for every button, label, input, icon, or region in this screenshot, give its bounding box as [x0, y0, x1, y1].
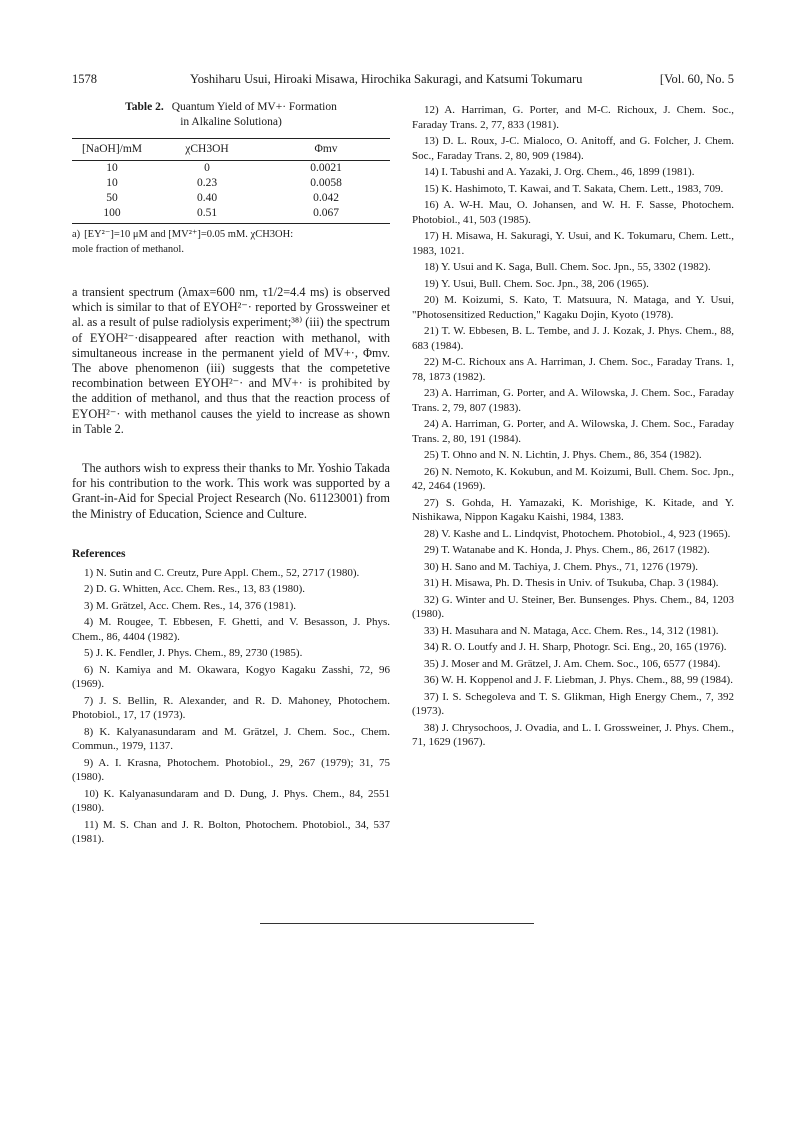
table-cell: 0.0058 [310, 177, 342, 189]
end-rule [260, 923, 534, 924]
reference-item: 21) T. W. Ebbesen, B. L. Tembe, and J. J. Kozak, J. Phys. Chem., 88, 683 (1984). [412, 325, 734, 352]
reference-item: 2) D. G. Whitten, Acc. Chem. Res., 13, 83 (1980). [84, 583, 305, 596]
footnote-line2: mole fraction of methanol. [72, 244, 184, 255]
reference-item: 20) M. Koizumi, S. Kato, T. Matsuura, N. Mataga, and Y. Usui, "Photosensitized Reduction," Kagaku Dojin, Kyoto (1978). [412, 294, 734, 321]
table-cell: 0.067 [262, 206, 390, 224]
footnote-line1: [EY²⁻]=10 μM and [MV²⁺]=0.05 mM. χCH3OH: [84, 229, 294, 240]
reference-item: 35) J. Moser and M. Grätzel, J. Am. Chem. Soc., 106, 6577 (1984). [424, 657, 721, 670]
reference-item: 12) A. Harriman, G. Porter, and M-C. Richoux, J. Chem. Soc., Faraday Trans. 2, 77, 833 (1981). [412, 104, 734, 131]
col-header-methanol-fraction: χCH3OH [152, 139, 262, 161]
references-list-right [412, 103, 734, 750]
reference-item: 26) N. Nemoto, K. Kokubun, and M. Koizumi, Bull. Chem. Soc. Jpn., 42, 2464 (1969). [412, 465, 734, 492]
col-header-naoh: [NaOH]/mM [72, 139, 152, 161]
table-caption [72, 100, 390, 130]
table-cell: 10 [106, 177, 118, 189]
reference-item: 24) A. Harriman, G. Porter, and A. Wilowska, J. Chem. Soc., Faraday Trans. 2, 80, 191 (1984). [412, 418, 734, 445]
reference-item: 38) J. Chrysochoos, J. Ovadia, and L. I. Grossweiner, J. Phys. Chem., 71, 1629 (1967). [412, 721, 734, 748]
reference-item: 10) K. Kalyanasundaram and D. Dung, J. Phys. Chem., 84, 2551 (1980). [72, 787, 390, 815]
left-column [72, 100, 390, 849]
reference-item: 19) Y. Usui, Bull. Chem. Soc. Jpn., 38, 206 (1965). [424, 277, 649, 290]
header-volume: [Vol. 60, No. 5 [659, 72, 734, 86]
reference-item: 7) J. S. Bellin, R. Alexander, and R. D. Mahoney, Photochem. Photobiol., 17, 17 (1973). [72, 694, 390, 722]
running-header [72, 72, 734, 90]
table-label: Table 2. [125, 101, 164, 113]
col-header-quantum-yield: Φmv [262, 139, 390, 161]
table-row [72, 176, 390, 191]
reference-item: 3) M. Grätzel, Acc. Chem. Res., 14, 376 (1981). [84, 599, 297, 612]
header-authors: Yoshiharu Usui, Hiroaki Misawa, Hirochika Sakuragi, and Katsumi Tokumaru [190, 72, 583, 86]
table-cell: 0.23 [196, 177, 218, 189]
reference-item: 6) N. Kamiya and M. Okawara, Kogyo Kagaku Zasshi, 72, 96 (1969). [72, 663, 390, 691]
table-cell: 0.042 [313, 192, 339, 204]
reference-item: 29) T. Watanabe and K. Honda, J. Phys. Chem., 86, 2617 (1982). [424, 544, 710, 556]
acknowledgement-paragraph: The authors wish to express their thanks to Mr. Yoshio Takada for his contribution to the work. This work was supported by a Grant-in-Aid for Special Project Research (No. 61123001) from the Ministry of Education, Science and Culture. [72, 461, 390, 521]
reference-item: 23) A. Harriman, G. Porter, and A. Wilowska, J. Chem. Soc., Faraday Trans. 2, 79, 807 (1983). [412, 387, 734, 414]
references-list-left [72, 566, 390, 847]
reference-item: 22) M-C. Richoux ans A. Harriman, J. Chem. Soc., Faraday Trans. 1, 78, 1873 (1982). [412, 356, 734, 383]
table-cell: 50 [106, 192, 118, 204]
table-cell: 10 [106, 162, 118, 174]
body-paragraph: a transient spectrum (λmax=600 nm, τ1/2=4.4 ms) is observed which is similar to that of EYOH²⁻· reported by Grossweiner et al. as a result of pulse radiolysis experiment;³⁸⁾ (iii) the spectrum of EYOH²⁻·disappeared after reaction with methanol, with simultaneous increase in the permanent yield of MV+·, Φmv. The above phenomenon (iii) suggests that the competetive recombination between EYOH²⁻· and MV+· is prohibited by the addition of methanol, and thus that the reaction process of EYOH²⁻· with methanol causes the yield to increase as shown in Table 2. [72, 285, 390, 436]
reference-item: 14) I. Tabushi and A. Yazaki, J. Org. Chem., 46, 1899 (1981). [424, 166, 695, 178]
reference-item: 30) H. Sano and M. Tachiya, J. Chem. Phys., 71, 1276 (1979). [424, 560, 699, 573]
reference-item: 5) J. K. Fendler, J. Phys. Chem., 89, 2730 (1985). [84, 647, 303, 660]
table-cell: 0.51 [152, 206, 262, 224]
references-heading: References [72, 547, 126, 560]
table-cell: 0.0021 [310, 162, 342, 174]
table-header-row [72, 139, 390, 161]
table-cell: 0 [204, 162, 210, 174]
quantum-yield-table [72, 138, 390, 224]
reference-item: 16) A. W-H. Mau, O. Johansen, and W. H. F. Sasse, Photochem. Photobiol., 41, 503 (1985). [412, 199, 734, 226]
reference-item: 9) A. I. Krasna, Photochem. Photobiol., 29, 267 (1979); 31, 75 (1980). [72, 756, 390, 784]
reference-item: 27) S. Gohda, H. Yamazaki, K. Morishige, K. Kitade, and Y. Nishikawa, Nippon Kagaku Kaishi, 1984, 1383. [412, 496, 734, 523]
table-row [72, 161, 390, 177]
reference-item: 1) N. Sutin and C. Creutz, Pure Appl. Chem., 52, 2717 (1980). [84, 566, 360, 579]
reference-item: 33) H. Masuhara and N. Mataga, Acc. Chem. Res., 14, 312 (1981). [424, 624, 719, 637]
table-row [72, 206, 390, 224]
reference-item: 4) M. Rougee, T. Ebbesen, F. Ghetti, and V. Besasson, J. Phys. Chem., 86, 4404 (1982). [72, 616, 390, 643]
page-number: 1578 [72, 72, 97, 86]
footnote-marker: a) [72, 229, 81, 240]
reference-item: 25) T. Ohno and N. N. Lichtin, J. Phys. Chem., 86, 354 (1982). [424, 449, 702, 461]
right-column [412, 103, 734, 752]
reference-item: 17) H. Misawa, H. Sakuragi, Y. Usui, and K. Tokumaru, Chem. Lett., 1983, 1021. [412, 230, 734, 257]
table-title-line1: Quantum Yield of MV+· Formation [171, 101, 337, 113]
reference-item: 32) G. Winter and U. Steiner, Ber. Bunsenges. Phys. Chem., 84, 1203 (1980). [412, 593, 734, 620]
reference-item: 8) K. Kalyanasundaram and M. Grätzel, J. Chem. Soc., Chem. Commun., 1979, 1137. [72, 725, 390, 753]
reference-item: 31) H. Misawa, Ph. D. Thesis in Univ. of Tsukuba, Chap. 3 (1984). [424, 577, 719, 589]
table-footnote [72, 227, 390, 257]
reference-item: 13) D. L. Roux, J-C. Mialoco, O. Anitoff, and G. Folcher, J. Chem. Soc., Faraday Trans. 2, 80, 909 (1984). [412, 135, 734, 162]
reference-item: 28) V. Kashe and L. Lindqvist, Photochem. Photobiol., 4, 923 (1965). [424, 527, 731, 540]
reference-item: 15) K. Hashimoto, T. Kawai, and T. Sakata, Chem. Lett., 1983, 709. [424, 182, 724, 195]
reference-item: 11) M. S. Chan and J. R. Bolton, Photochem. Photobiol., 34, 537 (1981). [72, 818, 390, 846]
table-cell: 100 [72, 206, 152, 224]
table-title-line2: in Alkaline Solutiona) [180, 116, 282, 128]
table-row [72, 191, 390, 206]
reference-item: 36) W. H. Koppenol and J. F. Liebman, J. Phys. Chem., 88, 99 (1984). [424, 674, 733, 686]
reference-item: 18) Y. Usui and K. Saga, Bull. Chem. Soc. Jpn., 55, 3302 (1982). [424, 261, 711, 273]
reference-item: 34) R. O. Loutfy and J. H. Sharp, Photogr. Sci. Eng., 20, 165 (1976). [424, 641, 727, 653]
table-cell: 0.40 [196, 192, 218, 204]
reference-item: 37) I. S. Schegoleva and T. S. Glikman, High Energy Chem., 7, 392 (1973). [412, 690, 734, 717]
